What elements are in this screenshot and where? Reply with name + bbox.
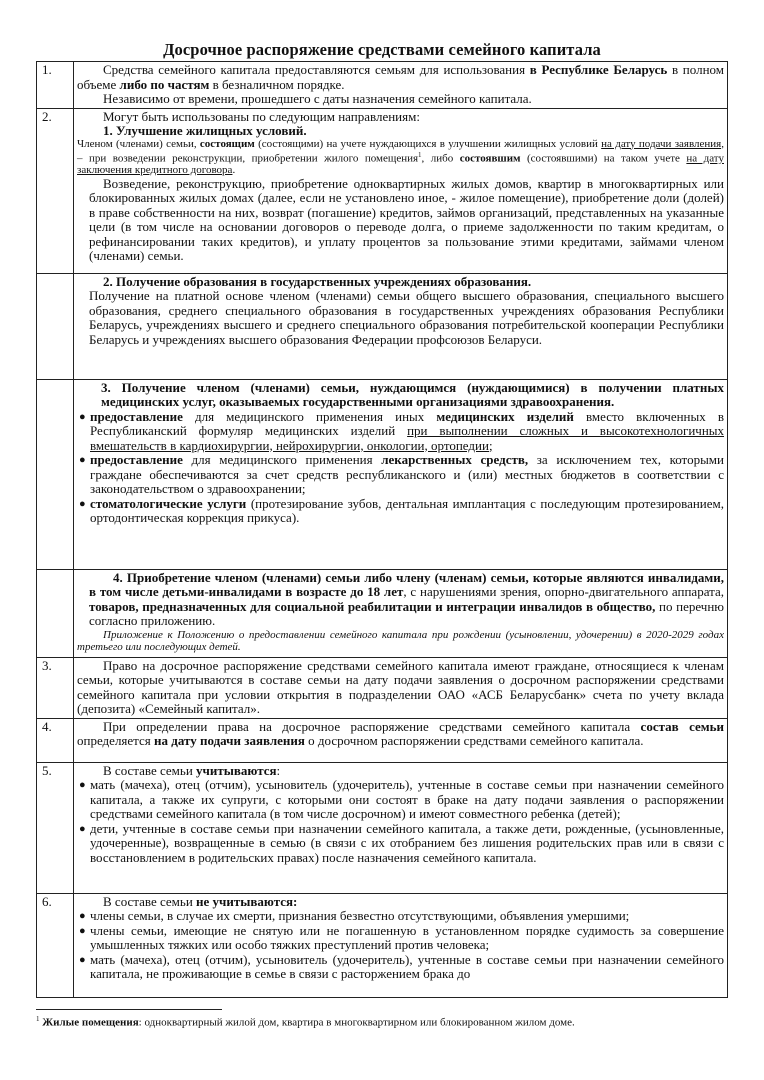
table-row — [37, 657, 728, 718]
page-title: Досрочное распоряжение средствами семейного капитала — [163, 40, 601, 59]
list-item: ● мать (мачеха), отец (отчим), усыновитель (удочеритель), учтенные в составе семьи при назначении семейного капитала, а также их супруги, с которыми они состоят в браке на дату подачи заявления о распоряжении средствами семейного капитала (в том числе досрочном) и имеют совместного ребенка (детей); — [79, 777, 724, 821]
table-row — [37, 569, 728, 657]
row-content: В составе семьи не учитываются: ● члены семьи, в случае их смерти, признания безвестно отсутствующими, объявления умершими; ● члены семьи, имеющие не снятую или не погашенную в установленном порядке судимость за совершение умышленных тяжких или особо тяжких преступлений против человека; ● мать (мачеха), отец (отчим), усыновитель (удочеритель), учтенные в составе семьи при назначении семейного капитала, не проживающие в семье в связи с расторжением брака до — [74, 893, 728, 997]
footnote: $^1$ Жилые помещения: одноквартирный жилой дом, квартира в многоквартирном или блокированном жилом доме. — [36, 1015, 575, 1029]
row-number: 1. — [37, 62, 74, 109]
row-number: 3. — [37, 657, 74, 718]
row-number: 5. — [37, 762, 74, 893]
list-item: ● предоставление для медицинского применения иных медицинских изделий вместо включенных в Республиканский формуляр медицинских изделий при выполнении сложных и высокотехнологичных вмешательств в кардиохирургии, нейрохирургии, онкологии, ортопедии; — [79, 408, 725, 453]
list-item: ● предоставление для медицинского применения лекарственных средств, за исключением тех, которыми граждане обеспечиваются за счет средств республиканского и (или) местных бюджетов в соответствии с законодательством о здравоохранении; — [79, 452, 724, 496]
row-number: 6. — [37, 893, 74, 997]
row-content: Могут быть использованы по следующим направлениям: 1. Улучшение жилищных условий. Членом (членами) семьи, состоящим (состоящими) на учете нуждающихся в улучшении жилищных условий на дату подачи заявления, – при возведении реконструкции, приобретении жилого помещения$^1$, либо состоявшим (состоявшими) на таком учете на дату заключения кредитного договора. Возведение, реконструкцию, приобретение одноквартирных жилых домов, квартир в многоквартирных или блокированных жилых домах (далее, если не установлено иное, - жилое помещение), приобретение доли (долей) в праве собственности на них, возврат (погашение) кредитов, займов организаций, представленных на указанные цели (в том числе на основании договоров о переводе долга, о приеме задолженности по таким кредитам, о рефинансировании таких кредитов), и уплату процентов за пользование этими кредитами, займами членом (членами) семьи. — [74, 108, 728, 273]
list-item: ● стоматологические услуги (протезирование зубов, дентальная имплантация с последующим протезированием, ортодонтическая коррекция прикуса). — [79, 495, 724, 525]
list-item: ● члены семьи, в случае их смерти, признания безвестно отсутствующими, объявления умершими; — [79, 908, 630, 923]
list-item: ● дети, учтенные в составе семьи при назначении семейного капитала, а также дети, рожденные, (усыновленные, удочеренные), возвращенные в семью (в связи с их отобранием без лишения родительских прав или в связи с восстановлением в родительских правах) после назначения семейного капитала. — [79, 820, 724, 865]
row-content: 4. Приобретение членом (членами) семьи либо члену (членам) семьи, которые являются инвалидами, в том числе детьми-инвалидами в возрасте до 18 лет, с нарушениями зрения, опорно-двигательного аппарата, товаров, предназначенных для социальной реабилитации и интеграции инвалидов в общество, по перечню согласно приложению. Приложение к Положению о предоставлении семейного капитала при рождении (усыновлении, удочерении) в 2020-2029 годах третьего или последующих детей. — [74, 569, 728, 657]
list-item: ● члены семьи, имеющие не снятую или не погашенную в установленном порядке судимость за совершение умышленных тяжких или особо тяжких преступлений против человека; — [79, 922, 724, 952]
row-content: В составе семьи учитываются: ● мать (мачеха), отец (отчим), усыновитель (удочеритель), учтенные в составе семьи при назначении семейного капитала, а также их супруги, с которыми они состоят в браке на дату подачи заявления о распоряжении средствами семейного капитала (в том числе досрочном) и имеют совместного ребенка (детей); ● дети, учтенные в составе семьи при назначении семейного капитала, а также дети, рожденные, (усыновленные, удочеренные), возвращенные в семью (в связи с их отобранием без лишения родительских прав или в связи с восстановлением в родительских правах) после назначения семейного капитала. — [74, 762, 728, 893]
document-table — [36, 61, 728, 998]
row-content: При определении права на досрочное распоряжение средствами семейного капитала состав семьи определяется на дату подачи заявления о досрочном распоряжении средствами семейного капитала. — [74, 718, 728, 762]
table-row — [37, 379, 728, 569]
row-content: Средства семейного капитала предоставляются семьям для использования в Республике Беларусь в полном объеме либо по частям в безналичном порядке. Независимо от времени, прошедшего с даты назначения семейного капитала. — [74, 62, 728, 109]
row-content: 3. Получение членом (членами) семьи, нуждающимся (нуждающимися) в получении платных медицинских услуг, оказываемых государственными организациями здравоохранения. ● предоставление для медицинского применения иных медицинских изделий вместо включенных в Республиканский формуляр медицинских изделий при выполнении сложных и высокотехнологичных вмешательств в кардиохирургии, нейрохирургии, онкологии, ортопедии; ● предоставление для медицинского применения лекарственных средств, за исключением тех, которыми граждане обеспечиваются за счет средств республиканского и (или) местных бюджетов в соответствии с законодательством о здравоохранении; ● стоматологические услуги (протезирование зубов, дентальная имплантация с последующим протезированием, ортодонтическая коррекция прикуса). — [74, 379, 728, 569]
footnote-separator — [36, 1009, 222, 1010]
table-row — [37, 718, 728, 762]
table-row — [37, 762, 728, 893]
table-row — [37, 273, 728, 379]
table-row — [37, 62, 728, 109]
list-item: ● мать (мачеха), отец (отчим), усыновитель (удочеритель), учтенные в составе семьи при назначении семейного капитала, не проживающие в семье в связи с расторжением брака до — [79, 951, 724, 981]
row-content: Право на досрочное распоряжение средствами семейного капитала имеют граждане, относящиеся к членам семьи, которые учитываются в составе семьи на дату подачи заявления о досрочном распоряжении средствами семейного капитала при условии открытия в подразделении ОАО «АСБ Беларусбанк» счета по учету вклада (депозита) «Семейный капитал». — [74, 657, 728, 718]
row-number: 2. — [37, 108, 74, 273]
row-number: 4. — [37, 718, 74, 762]
table-row — [37, 893, 728, 997]
row-content: 2. Получение образования в государственных учреждениях образования. Получение на платной основе членом (членами) семьи общего высшего образования, специального высшего образования, среднего специального образования в государственных учреждениях образования Республики Беларусь, учреждениях высшего и среднего специального образования потребительской кооперации Республики Беларусь и учреждениях высшего образования Федерации профсоюзов Беларуси. — [74, 273, 728, 379]
table-row — [37, 108, 728, 273]
